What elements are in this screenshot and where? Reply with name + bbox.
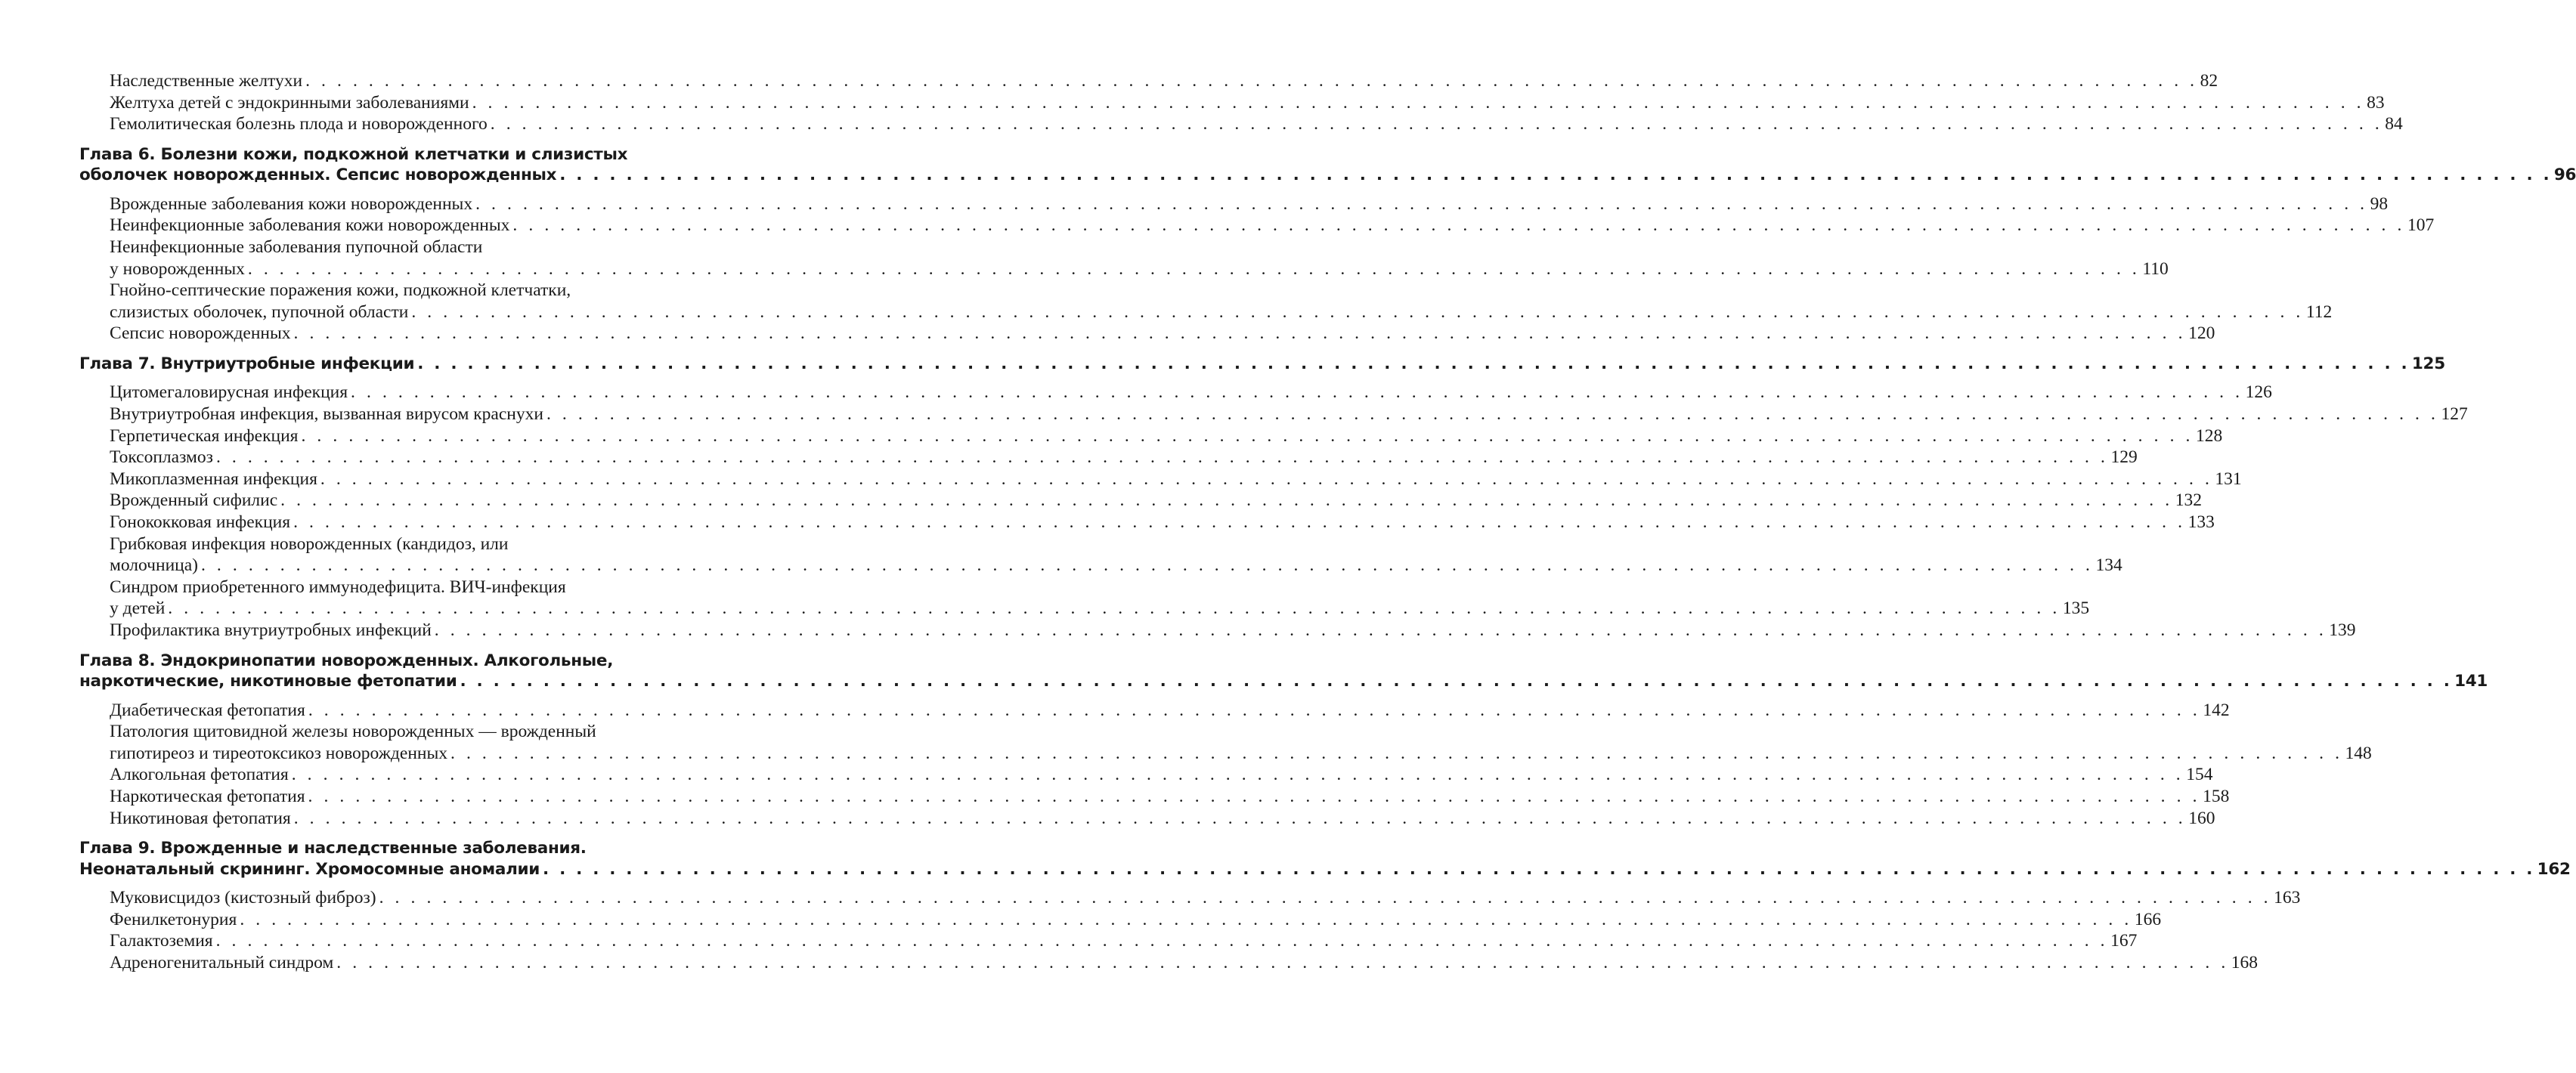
entry-line [110,193,2389,215]
page-number: 134 [2095,555,2122,576]
entry-title: Наследственные желтухи [110,71,303,91]
entry-line [79,354,2445,375]
entry-line [110,598,2090,620]
chapter-heading [79,354,2445,375]
entry-line [110,237,684,258]
chapter-title: наркотические, никотиновые фетопатии [79,672,457,691]
chapter-heading [79,651,2488,692]
entry-line [110,280,684,301]
entry-line [110,764,2213,786]
dot-leader: . . . . . . . . . . . . . . . . . . . . . . . . . . . . . . . . . . . . . . . . . . . . . . . . . . . . . . . . . . . . . . . . . . . . . . . . . . . . . . . . . . . . . . . . . . . . . . . . . . . . . . . . . . . . . . . . . . . . . . . . [434,620,2327,640]
entry-title: Герпетическая инфекция [110,425,299,446]
entry-title: Желтуха детей с эндокринными заболеваниями [110,92,469,113]
chapter-title: Глава 6. Болезни кожи, подкожной клетчатки и слизистых [79,144,628,164]
page-number: 98 [2370,193,2389,214]
entry-title: Никотиновая фетопатия [110,808,291,828]
page-number: 110 [2142,258,2169,279]
page-number: 127 [2441,404,2468,425]
dot-leader: . . . . . . . . . . . . . . . . . . . . . . . . . . . . . . . . . . . . . . . . . . . . . . . . . . . . . . . . . . . . . . . . . . . . . . . . . . . . . . . . . . . . . . . . . . . . . . . . . . . . . . . . . . . . . . . . . . . . . . . . [215,931,2109,951]
entry-line [79,144,684,165]
chapter-title: Глава 8. Эндокринопатии новорожденных. Алкогольные, [79,651,614,670]
entry-line [110,490,2202,512]
dot-leader: . . . . . . . . . . . . . . . . . . . . . . . . . . . . . . . . . . . . . . . . . . . . . . . . . . . . . . . . . . . . . . . . . . . . . . . . . . . . . . . . . . . . . . . . . . . . . . . . . . . . . . . . . . . . . . . . . . . . . . . . [320,468,2213,489]
entry-title: Галактоземия [110,931,213,951]
entry-title: Синдром приобретенного иммунодефицита. ВИЧ-инфекция [110,577,566,597]
entry-title: Диабетическая фетопатия [110,700,305,720]
chapter-heading [79,144,2576,186]
page-number: 148 [2345,743,2372,763]
dot-leader: . . . . . . . . . . . . . . . . . . . . . . . . . . . . . . . . . . . . . . . . . . . . . . . . . . . . . . . . . . . . . . . . . . . . . . . . . . . . . . . . . . . . . . . . . . . . . . . . . . . . . . . . . . . . . . . . . . . . . . . . [450,743,2343,763]
entry-line [110,721,684,743]
dot-leader: . . . . . . . . . . . . . . . . . . . . . . . . . . . . . . . . . . . . . . . . . . . . . . . . . . . . . . . . . . . . . . . . . . . . . . . . . . . . . . . . . . . . . . . . . . . . . . . . . . . . . . . . . . . . . . . . . . . . . . . . [247,258,2141,279]
page-number: 154 [2186,765,2213,785]
toc-entry [79,700,2230,722]
entry-title: Цитомегаловирусная инфекция [110,382,348,403]
entry-title: молочница) [110,555,198,576]
toc-entry [79,193,2389,215]
page-number: 131 [2215,468,2242,489]
page-number: 158 [2203,786,2230,806]
toc-entry [79,786,2230,808]
page-number: 96 [2553,165,2576,185]
page-number: 126 [2245,382,2272,403]
dot-leader: . . . . . . . . . . . . . . . . . . . . . . . . . . . . . . . . . . . . . . . . . . . . . . . . . . . . . . . . . . . . . . . . . . . . . . . . . . . . . . . . . . . . . . . . . . . . . . . . . . . . . . . . . . . . . . . . . . . . . . . . [559,165,2552,185]
toc-entry [79,70,2218,92]
page-number: 167 [2110,931,2138,951]
chapter-block [79,829,2571,887]
toc-entry [79,323,2215,345]
entry-title: Патология щитовидной железы новорожденных — врожденный [110,722,596,742]
dot-leader: . . . . . . . . . . . . . . . . . . . . . . . . . . . . . . . . . . . . . . . . . . . . . . . . . . . . . . . . . . . . . . . . . . . . . . . . . . . . . . . . . . . . . . . . . . . . . . . . . . . . . . . . . . . . . . . . . . . . . . . . [215,447,2109,468]
entry-line [110,301,2333,323]
page-number: 125 [2411,354,2445,373]
toc-entry [79,887,2301,909]
entry-title: Гемолитическая болезнь плода и новорожденного [110,114,488,135]
entry-line [79,651,684,672]
page-number: 107 [2407,215,2435,236]
toc-entry [79,113,2403,135]
entry-line [110,620,2356,642]
dot-leader: . . . . . . . . . . . . . . . . . . . . . . . . . . . . . . . . . . . . . . . . . . . . . . . . . . . . . . . . . . . . . . . . . . . . . . . . . . . . . . . . . . . . . . . . . . . . . . . . . . . . . . . . . . . . . . . . . . . . . . . . [417,354,2410,373]
page-number: 82 [2200,71,2218,91]
dot-leader: . . . . . . . . . . . . . . . . . . . . . . . . . . . . . . . . . . . . . . . . . . . . . . . . . . . . . . . . . . . . . . . . . . . . . . . . . . . . . . . . . . . . . . . . . . . . . . . . . . . . . . . . . . . . . . . . . . . . . . . . [379,888,2272,908]
toc-entry [79,808,2215,830]
entry-line [79,671,2488,692]
page-number: 128 [2196,425,2223,446]
dot-leader: . . . . . . . . . . . . . . . . . . . . . . . . . . . . . . . . . . . . . . . . . . . . . . . . . . . . . . . . . . . . . . . . . . . . . . . . . . . . . . . . . . . . . . . . . . . . . . . . . . . . . . . . . . . . . . . . . . . . . . . . [472,92,2365,113]
dot-leader: . . . . . . . . . . . . . . . . . . . . . . . . . . . . . . . . . . . . . . . . . . . . . . . . . . . . . . . . . . . . . . . . . . . . . . . . . . . . . . . . . . . . . . . . . . . . . . . . . . . . . . . . . . . . . . . . . . . . . . . . [200,555,2094,576]
entry-line [110,447,2138,468]
entry-line [110,70,2218,92]
page-number: 163 [2274,888,2301,908]
page-number: 166 [2134,909,2162,929]
toc-entry [79,215,2435,237]
entry-line [110,577,684,598]
entry-line [110,952,2259,974]
dot-leader: . . . . . . . . . . . . . . . . . . . . . . . . . . . . . . . . . . . . . . . . . . . . . . . . . . . . . . . . . . . . . . . . . . . . . . . . . . . . . . . . . . . . . . . . . . . . . . . . . . . . . . . . . . . . . . . . . . . . . . . . [168,598,2060,619]
toc-entry [79,490,2202,512]
dot-leader: . . . . . . . . . . . . . . . . . . . . . . . . . . . . . . . . . . . . . . . . . . . . . . . . . . . . . . . . . . . . . . . . . . . . . . . . . . . . . . . . . . . . . . . . . . . . . . . . . . . . . . . . . . . . . . . . . . . . . . . . [305,71,2198,91]
page-number: 160 [2188,808,2215,828]
entry-line [110,743,2372,765]
toc-entry [79,280,2333,323]
toc-entry [79,512,2215,533]
toc-entry [79,237,2169,280]
entry-title: слизистых оболочек, пупочной области [110,301,409,322]
page-number: 132 [2175,490,2202,511]
entry-title: Врожденные заболевания кожи новорожденных [110,193,473,214]
entry-line [110,404,2468,425]
toc-entry [79,930,2138,952]
entry-title: Наркотическая фетопатия [110,786,305,806]
dot-leader: . . . . . . . . . . . . . . . . . . . . . . . . . . . . . . . . . . . . . . . . . . . . . . . . . . . . . . . . . . . . . . . . . . . . . . . . . . . . . . . . . . . . . . . . . . . . . . . . . . . . . . . . . . . . . . . . . . . . . . . . [301,425,2194,446]
dot-leader: . . . . . . . . . . . . . . . . . . . . . . . . . . . . . . . . . . . . . . . . . . . . . . . . . . . . . . . . . . . . . . . . . . . . . . . . . . . . . . . . . . . . . . . . . . . . . . . . . . . . . . . . . . . . . . . . . . . . . . . . [293,512,2186,532]
toc-entry [79,404,2468,425]
chapter-block [79,642,2488,700]
entry-line [110,425,2223,447]
chapter-title: Глава 7. Внутриутробные инфекции [79,354,415,373]
entry-line [110,323,2215,345]
entry-title: Микоплазменная инфекция [110,468,317,489]
entry-line [79,165,2576,186]
chapter-title: Неонатальный скрининг. Хромосомные аномалии [79,859,540,879]
page-number: 142 [2203,700,2230,720]
entry-title: Алкогольная фетопатия [110,765,289,785]
entry-line [110,382,2272,404]
entry-title: гипотиреоз и тиреотоксикоз новорожденных [110,743,448,763]
dot-leader: . . . . . . . . . . . . . . . . . . . . . . . . . . . . . . . . . . . . . . . . . . . . . . . . . . . . . . . . . . . . . . . . . . . . . . . . . . . . . . . . . . . . . . . . . . . . . . . . . . . . . . . . . . . . . . . . . . . . . . . . [460,672,2453,691]
dot-leader: . . . . . . . . . . . . . . . . . . . . . . . . . . . . . . . . . . . . . . . . . . . . . . . . . . . . . . . . . . . . . . . . . . . . . . . . . . . . . . . . . . . . . . . . . . . . . . . . . . . . . . . . . . . . . . . . . . . . . . . . [293,323,2187,344]
toc-entry [79,909,2162,931]
dot-leader: . . . . . . . . . . . . . . . . . . . . . . . . . . . . . . . . . . . . . . . . . . . . . . . . . . . . . . . . . . . . . . . . . . . . . . . . . . . . . . . . . . . . . . . . . . . . . . . . . . . . . . . . . . . . . . . . . . . . . . . . [308,700,2201,720]
entry-line [110,555,2122,577]
page-number: 168 [2231,952,2259,973]
dot-leader: . . . . . . . . . . . . . . . . . . . . . . . . . . . . . . . . . . . . . . . . . . . . . . . . . . . . . . . . . . . . . . . . . . . . . . . . . . . . . . . . . . . . . . . . . . . . . . . . . . . . . . . . . . . . . . . . . . . . . . . . [351,382,2243,403]
table-of-contents [79,70,2576,974]
page-number: 83 [2367,92,2385,113]
dot-leader: . . . . . . . . . . . . . . . . . . . . . . . . . . . . . . . . . . . . . . . . . . . . . . . . . . . . . . . . . . . . . . . . . . . . . . . . . . . . . . . . . . . . . . . . . . . . . . . . . . . . . . . . . . . . . . . . . . . . . . . . [543,859,2535,879]
page-number: 120 [2188,323,2215,344]
page-number: 133 [2187,512,2215,532]
entry-title: у детей [110,598,166,619]
dot-leader: . . . . . . . . . . . . . . . . . . . . . . . . . . . . . . . . . . . . . . . . . . . . . . . . . . . . . . . . . . . . . . . . . . . . . . . . . . . . . . . . . . . . . . . . . . . . . . . . . . . . . . . . . . . . . . . . . . . . . . . . [475,193,2368,214]
dot-leader: . . . . . . . . . . . . . . . . . . . . . . . . . . . . . . . . . . . . . . . . . . . . . . . . . . . . . . . . . . . . . . . . . . . . . . . . . . . . . . . . . . . . . . . . . . . . . . . . . . . . . . . . . . . . . . . . . . . . . . . . [280,490,2173,511]
toc-entry [79,92,2385,114]
dot-leader: . . . . . . . . . . . . . . . . . . . . . . . . . . . . . . . . . . . . . . . . . . . . . . . . . . . . . . . . . . . . . . . . . . . . . . . . . . . . . . . . . . . . . . . . . . . . . . . . . . . . . . . . . . . . . . . . . . . . . . . . [240,909,2132,929]
entry-line [110,215,2435,237]
toc-entry [79,577,2090,620]
entry-title: Неинфекционные заболевания пупочной области [110,237,483,257]
page-number: 135 [2062,598,2090,619]
entry-line [110,533,684,555]
toc-entry [79,382,2272,404]
entry-title: у новорожденных [110,258,245,279]
entry-line [79,838,684,859]
toc-entry [79,620,2356,642]
entry-line [110,700,2230,722]
entry-line [110,258,2169,280]
entry-title: Гонококковая инфекция [110,512,291,532]
page-number: 139 [2329,620,2356,640]
chapter-block [79,135,2576,193]
chapter-heading [79,838,2571,880]
entry-title: Фенилкетонурия [110,909,237,929]
entry-line [110,113,2403,135]
entry-title: Профилактика внутриутробных инфекций [110,620,432,640]
chapter-title: Глава 9. Врожденные и наследственные заболевания. [79,839,587,858]
entry-line [110,786,2230,808]
entry-title: Муковисцидоз (кистозный фиброз) [110,888,376,908]
toc-entry [79,447,2138,468]
dot-leader: . . . . . . . . . . . . . . . . . . . . . . . . . . . . . . . . . . . . . . . . . . . . . . . . . . . . . . . . . . . . . . . . . . . . . . . . . . . . . . . . . . . . . . . . . . . . . . . . . . . . . . . . . . . . . . . . . . . . . . . . [293,808,2187,828]
chapter-block [79,345,2445,382]
dot-leader: . . . . . . . . . . . . . . . . . . . . . . . . . . . . . . . . . . . . . . . . . . . . . . . . . . . . . . . . . . . . . . . . . . . . . . . . . . . . . . . . . . . . . . . . . . . . . . . . . . . . . . . . . . . . . . . . . . . . . . . . [512,215,2405,236]
entry-line [110,808,2215,830]
entry-title: Гнойно-септические поражения кожи, подкожной клетчатки, [110,280,571,301]
page-number: 162 [2537,859,2571,879]
entry-title: Сепсис новорожденных [110,323,291,344]
entry-title: Неинфекционные заболевания кожи новорожденных [110,215,510,236]
entry-title: Токсоплазмоз [110,447,213,468]
dot-leader: . . . . . . . . . . . . . . . . . . . . . . . . . . . . . . . . . . . . . . . . . . . . . . . . . . . . . . . . . . . . . . . . . . . . . . . . . . . . . . . . . . . . . . . . . . . . . . . . . . . . . . . . . . . . . . . . . . . . . . . . [411,301,2304,322]
entry-title: Врожденный сифилис [110,490,278,511]
dot-leader: . . . . . . . . . . . . . . . . . . . . . . . . . . . . . . . . . . . . . . . . . . . . . . . . . . . . . . . . . . . . . . . . . . . . . . . . . . . . . . . . . . . . . . . . . . . . . . . . . . . . . . . . . . . . . . . . . . . . . . . . [336,952,2229,973]
entry-title: Грибковая инфекция новорожденных (кандидоз, или [110,533,509,554]
dot-leader: . . . . . . . . . . . . . . . . . . . . . . . . . . . . . . . . . . . . . . . . . . . . . . . . . . . . . . . . . . . . . . . . . . . . . . . . . . . . . . . . . . . . . . . . . . . . . . . . . . . . . . . . . . . . . . . . . . . . . . . . [546,404,2439,425]
page-number: 84 [2385,114,2403,135]
entry-title: Адреногенитальный синдром [110,952,334,973]
chapter-title: оболочек новорожденных. Сепсис новорожденных [79,165,557,185]
entry-line [110,512,2215,533]
toc-entry [79,952,2259,974]
entry-line [110,930,2138,952]
dot-leader: . . . . . . . . . . . . . . . . . . . . . . . . . . . . . . . . . . . . . . . . . . . . . . . . . . . . . . . . . . . . . . . . . . . . . . . . . . . . . . . . . . . . . . . . . . . . . . . . . . . . . . . . . . . . . . . . . . . . . . . . [308,786,2201,806]
dot-leader: . . . . . . . . . . . . . . . . . . . . . . . . . . . . . . . . . . . . . . . . . . . . . . . . . . . . . . . . . . . . . . . . . . . . . . . . . . . . . . . . . . . . . . . . . . . . . . . . . . . . . . . . . . . . . . . . . . . . . . . . [291,765,2184,785]
toc-entry [79,721,2372,764]
page-number: 129 [2110,447,2138,468]
toc-entry [79,425,2223,447]
toc-entry [79,764,2213,786]
entry-line [79,859,2571,880]
dot-leader: . . . . . . . . . . . . . . . . . . . . . . . . . . . . . . . . . . . . . . . . . . . . . . . . . . . . . . . . . . . . . . . . . . . . . . . . . . . . . . . . . . . . . . . . . . . . . . . . . . . . . . . . . . . . . . . . . . . . . . . . [490,114,2383,135]
toc-entry [79,533,2122,577]
page-number: 141 [2454,672,2488,691]
entry-line [110,887,2301,909]
entry-line [110,468,2242,490]
entry-title: Внутриутробная инфекция, вызванная вирусом краснухи [110,404,543,425]
page-number: 112 [2305,301,2333,322]
toc-entry [79,468,2242,490]
entry-line [110,92,2385,114]
entry-line [110,909,2162,931]
